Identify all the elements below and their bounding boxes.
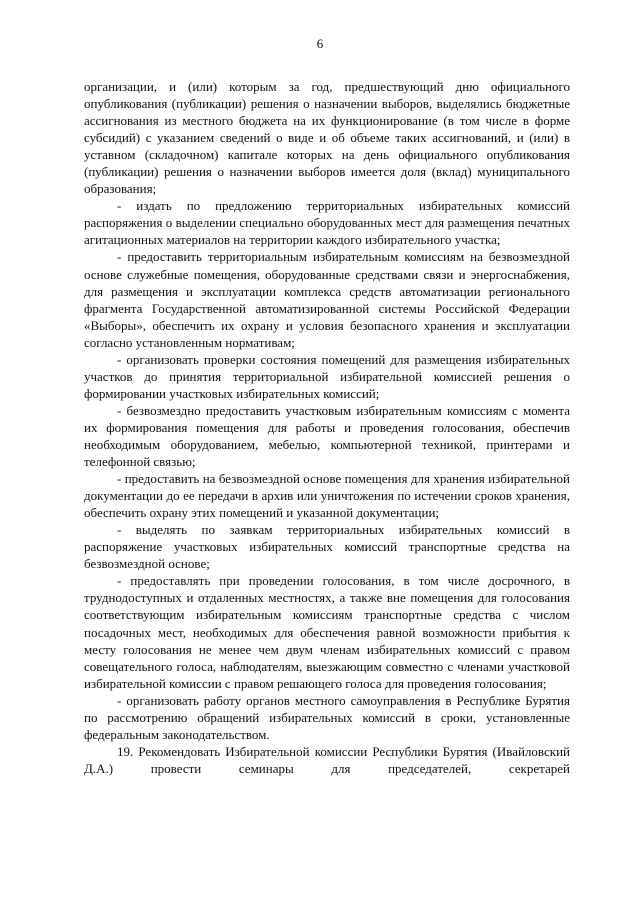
paragraph-item-19: 19. Рекомендовать Избирательной комиссии Республики Бурятия (Ивайловский Д.А.) провести семинары для председателей, секретарей — [84, 743, 570, 776]
list-item-agitation-places: - издать по предложению территориальных избирательных комиссий распоряжения о выделении специально оборудованных мест для размещения печатных агитационных материалов на территории каждого избирательного участка; — [84, 198, 570, 248]
list-item-remote-voting-transport: - предоставлять при проведении голосования, в том числе досрочного, в труднодоступных и отдаленных местностях, а также вне помещения для голосования соответствующим избирательным комиссиям транспортные средства с числом посадочных мест, необходимых для обеспечения равной возможности прибытия к месту голосования не менее чем двум членам избирательных комиссий с правом совещательного голоса, наблюдателям, выезжающим совместно с членами участковой избирательной комиссии с правом решающего голоса для проведения голосования; — [84, 573, 570, 691]
page-number: 6 — [316, 36, 324, 51]
list-item-document-storage: - предоставить на безвозмездной основе помещения для хранения избирательной документации до ее передачи в архив или уничтожения по истечении сроков хранения, обеспечить охрану этих помещений и указанной документации; — [84, 471, 570, 521]
list-item-premises-inspection: - организовать проверки состояния помещений для размещения избирательных участков до принятия территориальной избирательной комиссией решения о формировании участковых избирательных комиссий; — [84, 351, 570, 401]
list-item-transport-allocation: - выделять по заявкам территориальных избирательных комиссий в распоряжение участковых избирательных комиссий транспортные средства на безвозмездной основе; — [84, 522, 570, 572]
document-body — [84, 78, 570, 777]
list-item-office-premises: - предоставить территориальным избирательным комиссиям на безвозмездной основе служебные помещения, оборудованные средствами связи и энергоснабжения, для размещения и эксплуатации комплекса средств автоматизации регионального фрагмента Государственной автоматизированной системы Российской Федерации «Выборы», обеспечить их охрану и условия безопасного хранения и эксплуатации согласно установленным нормативам; — [84, 249, 570, 350]
list-item-voting-premises: - безвозмездно предоставить участковым избирательным комиссиям с момента их формирования помещения для работы и проведения голосования, обеспечив необходимым оборудованием, мебелью, компьютерной техникой, принтерами и телефонной связью; — [84, 402, 570, 470]
list-item-appeals-handling: - организовать работу органов местного самоуправления в Республике Бурятия по рассмотрению обращений избирательных комиссий в сроки, установленные федеральным законодательством. — [84, 692, 570, 742]
paragraph-continuation: организации, и (или) которым за год, предшествующий дню официального опубликования (публикации) решения о назначении выборов, выделялись бюджетные ассигнования из местного бюджета на их функционирование (в том числе в форме субсидий) с указанием сведений о виде и об объеме таких ассигнований, и (или) в уставном (складочном) капитале которых на день официального опубликования (публикации) решения о назначении выборов имеется доля (вклад) муниципального образования; — [84, 79, 570, 197]
